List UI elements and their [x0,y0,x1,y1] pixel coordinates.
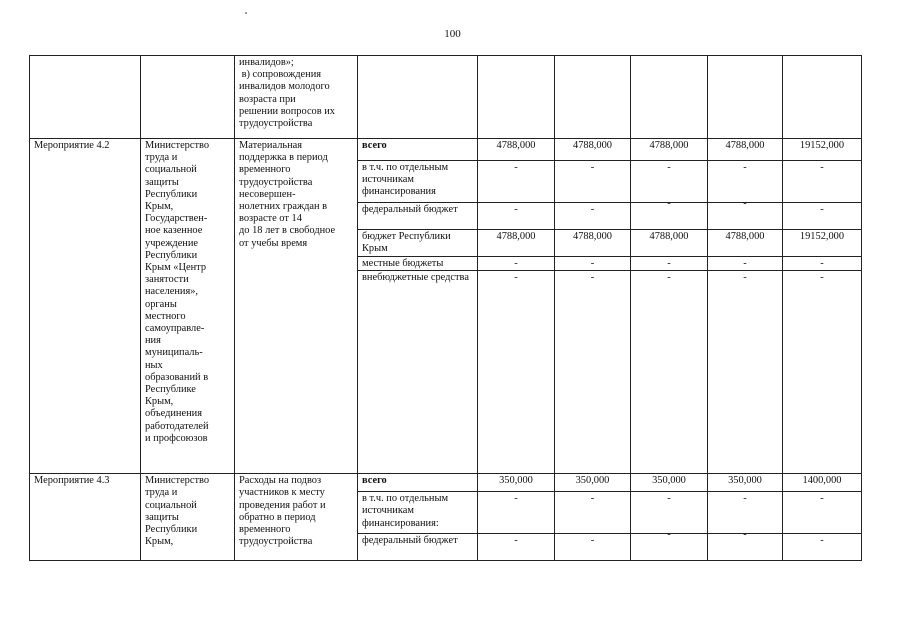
value-cell: 1400,000 [783,474,862,492]
description-line: инвалидов молодого [239,81,330,93]
value-cell: - [478,271,555,474]
description-line: временного [239,164,291,176]
source-cell: в т.ч. по отдельным источникам финансирования: [358,492,478,534]
executor-line: социальной [145,164,197,176]
value-cell: - [783,161,862,203]
scan-speck [245,12,247,14]
executor-line: защиты [145,176,179,188]
description-lines [239,475,353,548]
executor-line: труда и [145,152,178,164]
value-cell: - [708,271,783,474]
executor-line: Республики [145,249,198,261]
value-cell: - [478,203,555,230]
value-cell: - [631,271,708,474]
description-line: до 18 лет в свободное [239,225,336,237]
executor-line: ния [145,335,161,347]
value-cell: 350,000 [631,474,708,492]
value-cell: 350,000 [478,474,555,492]
value-cell: 4788,000 [708,139,783,161]
description-line: Материальная [239,140,303,151]
value-text: - [743,533,747,541]
executor-line: занятости [145,274,189,286]
table-row [30,139,862,161]
executor-line: ных [145,359,163,371]
description-line: обратно в период [239,511,316,523]
executor-cell [141,474,235,561]
executor-cell [141,139,235,474]
description-line: нолетних граждан в [239,201,328,213]
description-line: поддержка в период [239,152,328,164]
value-cell: - [555,271,631,474]
executor-line: ное казенное [145,225,203,237]
value-cell: - [783,271,862,474]
source-cell: внебюджетные средства [358,271,478,474]
value-cell [478,56,555,139]
value-cell: - [783,203,862,230]
description-line: решении вопросов их [239,105,336,117]
value-cell: - [783,492,862,534]
source-cell: местные бюджеты [358,257,478,271]
value-text: - [743,202,747,209]
description-line: трудоустройства [239,536,313,548]
executor-line: муниципаль- [145,347,203,359]
program-table [29,55,862,561]
value-cell: - [555,492,631,534]
value-cell: - [478,534,555,561]
value-cell [783,56,862,139]
value-cell: 350,000 [708,474,783,492]
description-cell [235,474,358,561]
measure-name-cell: Мероприятие 4.3 [30,474,141,561]
source-cell: всего [358,474,478,492]
value-cell [708,203,783,230]
description-line: возрасте от 14 [239,213,302,225]
source-cell [358,56,478,139]
executor-line: Министерство [145,140,210,151]
source-cell: федеральный бюджет [358,203,478,230]
value-cell: - [783,534,862,561]
value-cell: 4788,000 [555,230,631,257]
executor-line: Государствен- [145,213,208,225]
value-cell: - [478,257,555,271]
executor-line: органы [145,298,177,310]
value-cell: - [555,257,631,271]
description-line: трудоустройства [239,176,313,188]
measure-name-cell [30,56,141,139]
description-line: в) сопровождения [239,69,322,81]
description-line: участников к месту [239,487,325,499]
value-cell [631,534,708,561]
description-cell [235,56,358,139]
value-cell: - [555,161,631,203]
value-cell: - [478,161,555,203]
description-line: трудоустройства [239,118,313,130]
description-line: временного [239,524,291,536]
executor-line: самоуправле- [145,323,205,335]
value-text: - [667,533,671,541]
executor-line: социальной [145,499,197,511]
executor-lines [145,140,230,445]
executor-line: Министерство [145,475,210,487]
executor-line: защиты [145,511,179,523]
description-line: от учебы время [239,237,308,249]
value-cell: 4788,000 [631,139,708,161]
value-cell [555,56,631,139]
executor-line: образований в [145,371,209,383]
value-cell: 4788,000 [631,230,708,257]
value-cell [708,56,783,139]
executor-line: труда и [145,487,178,499]
executor-line: работодателей [145,420,209,432]
continuation-row [30,56,862,139]
executor-line: учреждение [145,237,199,249]
value-cell: 19152,000 [783,230,862,257]
source-cell: всего [358,139,478,161]
value-cell: 350,000 [555,474,631,492]
executor-lines [145,475,230,548]
value-cell [708,534,783,561]
value-cell: 4788,000 [555,139,631,161]
description-line: несовершен- [239,188,296,200]
page-number: 100 [444,28,461,40]
value-cell: 4788,000 [708,230,783,257]
value-cell: - [555,534,631,561]
value-cell: 4788,000 [478,139,555,161]
source-cell: федеральный бюджет [358,534,478,561]
value-cell [631,56,708,139]
value-cell: - [478,492,555,534]
description-line: инвалидов»; [239,57,294,68]
executor-line: Республике [145,384,196,396]
description-line: проведения работ и [239,499,326,511]
executor-line: Крым «Центр [145,262,207,274]
description-line: Расходы на подвоз [239,475,322,487]
value-cell: - [631,257,708,271]
description-lines [239,140,353,250]
value-cell: - [631,492,708,534]
value-cell: - [631,161,708,203]
value-cell: 4788,000 [478,230,555,257]
executor-cell [141,56,235,139]
description-cell [235,139,358,474]
executor-line: местного [145,310,186,322]
executor-line: Республики [145,188,198,200]
value-cell: - [783,257,862,271]
value-text: - [667,202,671,209]
executor-line: Крым, [145,536,174,548]
value-cell: - [708,257,783,271]
description-lines [239,57,353,130]
executor-line: объединения [145,408,202,420]
executor-line: и профсоюзов [145,432,208,444]
value-cell [631,203,708,230]
table-row [30,474,862,492]
value-cell: - [708,492,783,534]
executor-line: населения», [145,286,199,298]
measure-name-cell: Мероприятие 4.2 [30,139,141,474]
value-cell: 19152,000 [783,139,862,161]
source-cell: в т.ч. по отдельным источникам финансирования [358,161,478,203]
value-cell: - [708,161,783,203]
value-cell: - [555,203,631,230]
executor-line: Крым, [145,201,174,213]
source-cell: бюджет Республики Крым [358,230,478,257]
executor-line: Республики [145,524,198,536]
executor-line: Крым, [145,396,174,408]
description-line: возраста при [239,93,296,105]
